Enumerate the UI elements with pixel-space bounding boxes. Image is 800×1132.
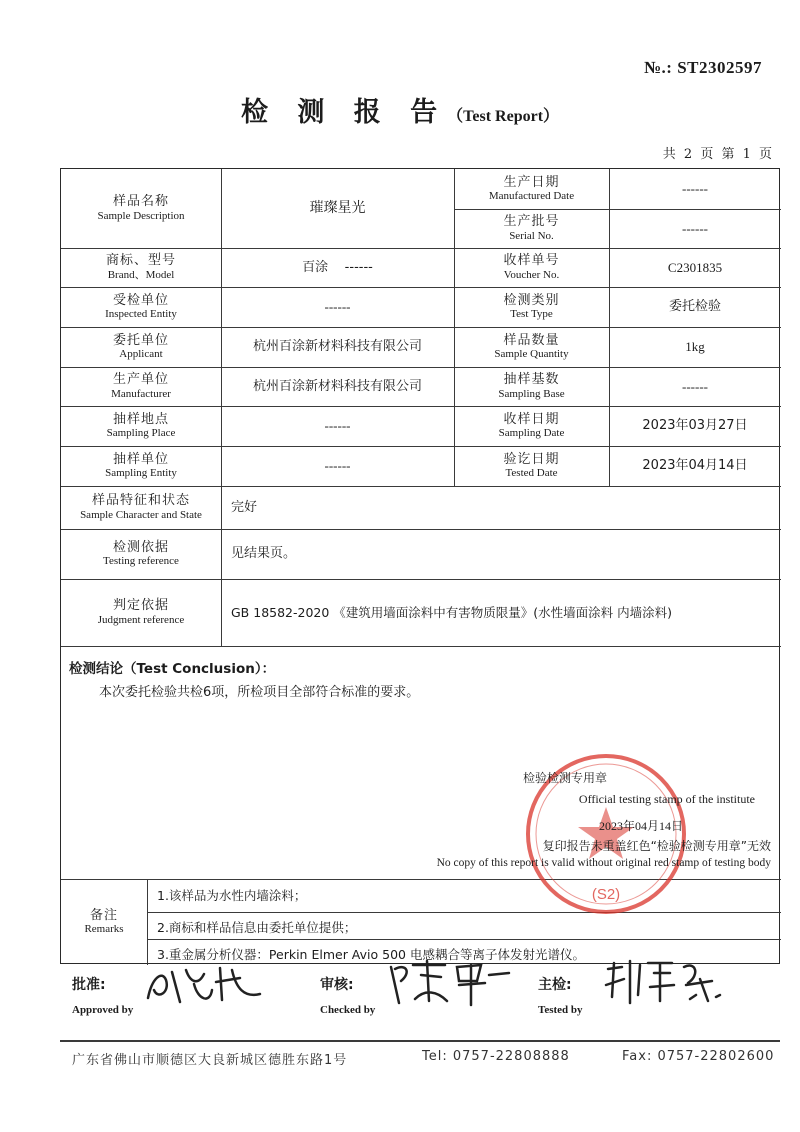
tested-by: 主检: Tested by (538, 977, 583, 1016)
label-manufactured-date: 生产日期 Manufactured Date (488, 174, 575, 203)
value-sampling-place: ------ (324, 418, 351, 434)
value-applicant: 杭州百涂新材料科技有限公司 (252, 339, 422, 355)
label-sample-description: 样品名称 Sample Description (97, 194, 185, 222)
report-title (0, 90, 800, 129)
label-judgment-reference: 判定依据 Judgment reference (97, 598, 185, 626)
report-number: №.: ST2302597 (643, 58, 762, 77)
page-count: 共 2 页 第 1 页 (662, 147, 774, 162)
conclusion-text: 本次委托检验共检6项，所检项目全部符合标准的要求。 (99, 685, 420, 700)
label-tested-date: 验讫日期 Tested Date (503, 451, 560, 480)
label-serial-no: 生产批号 Serial No. (503, 214, 560, 242)
value-sampling-base: ------ (682, 378, 708, 394)
stamp-copy-warning-en: No copy of this report is valid without original red stamp of testing body (436, 857, 771, 869)
value-manufacturer: 杭州百涂新材料科技有限公司 (252, 378, 422, 394)
value-test-type: 委托检验 (668, 299, 721, 315)
label-sampling-base: 抽样基数 Sampling Base (498, 372, 565, 400)
approver-signature-icon (140, 960, 270, 1010)
label-brand-model: 商标、型号 Brand、Model (105, 253, 176, 281)
label-inspected-entity: 受检单位 Inspected Entity (105, 292, 177, 321)
label-sampling-entity: 抽样单位 Sampling Entity (105, 451, 177, 480)
footer-fax: Fax: 0757-22802600 (622, 1049, 775, 1064)
checker-signature-icon (385, 955, 515, 1010)
checked-by: 审核: Checked by (320, 977, 376, 1016)
label-applicant: 委托单位 Applicant (112, 332, 169, 361)
stamp-line-en: Official testing stamp of the institute (578, 792, 755, 806)
value-voucher-no: C2301835 (667, 259, 723, 275)
label-sample-character: 样品特征和状态 Sample Character and State (80, 493, 202, 521)
stamp-line-cn: 检验检测专用章 (522, 771, 607, 785)
label-sampling-date: 收样日期 Sampling Date (498, 411, 565, 440)
label-testing-reference: 检测依据 Testing reference (103, 539, 179, 568)
title-english: （Test Report） (447, 108, 560, 125)
value-judgment-reference: GB 18582-2020 《建筑用墙面涂料中有害物质限量》(水性墙面涂料 内墙涂料) (231, 605, 673, 620)
value-brand-model: 百涂 ------ (302, 259, 373, 275)
value-testing-reference: 见结果页。 (231, 546, 297, 562)
value-sample-description: 璀璨星光 (309, 200, 366, 217)
label-voucher-no: 收样单号 Voucher No. (503, 253, 560, 281)
value-serial-no: ------ (682, 220, 708, 236)
value-sample-quantity: 1kg (685, 339, 705, 355)
value-tested-date: 2023年04月14日 (642, 458, 748, 474)
remark-item: 1.该样品为水性内墙涂料； (157, 888, 307, 903)
footer-divider (60, 1040, 780, 1042)
label-manufacturer: 生产单位 Manufacturer (111, 372, 171, 400)
value-sampling-entity: ------ (324, 458, 351, 474)
report-table (60, 168, 780, 964)
tester-signature-icon (600, 955, 730, 1010)
remark-item: 3.重金属分析仪器：Perkin Elmer Avio 500 电感耦合等离子体发射光谱仪。 (157, 947, 585, 962)
value-inspected-entity: ------ (324, 299, 351, 315)
value-sample-character: 完好 (231, 499, 258, 515)
footer-tel: Tel: 0757-22808888 (422, 1049, 570, 1064)
label-sample-quantity: 样品数量 Sample Quantity (494, 332, 569, 361)
seal-code: (S2) (591, 886, 621, 903)
label-sampling-place: 抽样地点 Sampling Place (106, 411, 176, 440)
value-manufactured-date: ------ (682, 181, 708, 197)
title-chinese: 检 测 报 告 (240, 97, 448, 128)
label-remarks: 备注 Remarks (84, 907, 124, 936)
approved-by: 批准: Approved by (72, 977, 134, 1016)
label-test-type: 检测类别 Test Type (503, 292, 560, 321)
value-sampling-date: 2023年03月27日 (642, 418, 748, 434)
remark-item: 2.商标和样品信息由委托单位提供； (157, 920, 357, 935)
conclusion-title: 检测结论（Test Conclusion）： (69, 661, 276, 677)
stamp-date: 2023年04月14日 (598, 819, 683, 833)
footer-address: 广东省佛山市顺德区大良新城区德胜东路1号 (72, 1053, 348, 1068)
stamp-copy-warning-cn: 复印报告未重盖红色“检验检测专用章”无效 (542, 839, 771, 853)
